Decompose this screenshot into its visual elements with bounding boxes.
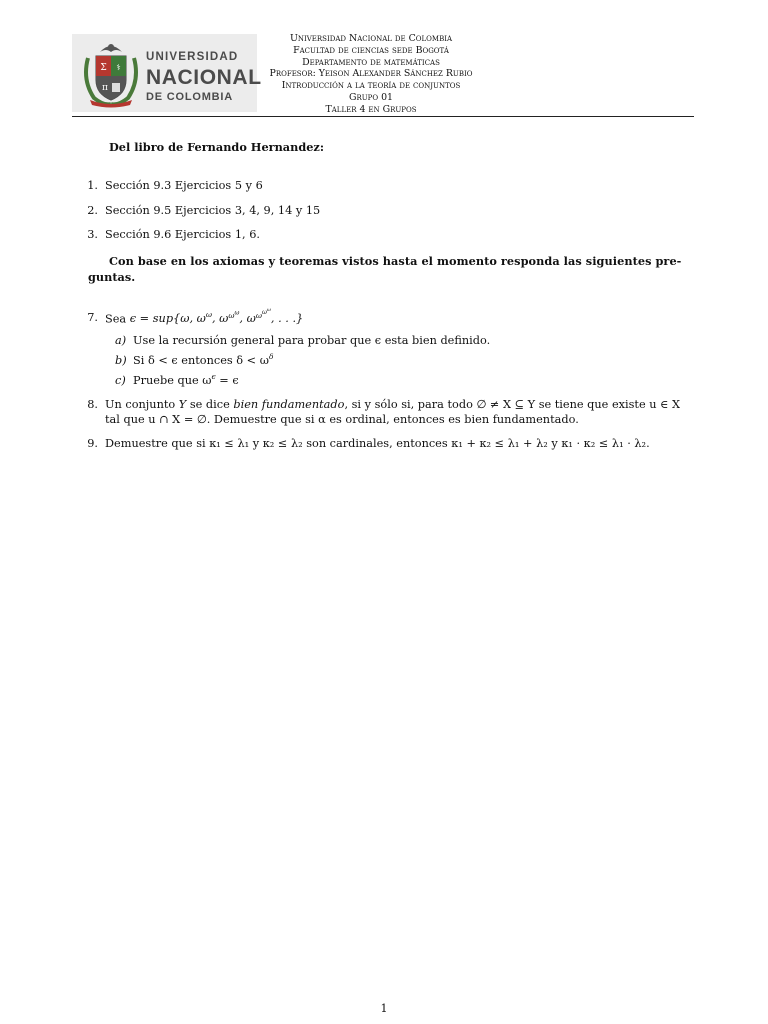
problem8-line2: tal que u ∩ X = ∅. Demuestre que si α es ordinal, entonces es bien fundamentado. (105, 413, 579, 426)
subitem-label: a) (115, 334, 127, 347)
list-item-number: 1. (87, 179, 98, 192)
list-item-number: 3. (87, 228, 98, 241)
header-faculty: Facultad de ciencias sede Bogotá (293, 44, 449, 56)
problem7-subitem-a: Use la recursión general para probar que ϵ esta bien definido. (133, 334, 491, 347)
problem7-intro: Sea (105, 312, 127, 326)
header-group: Grupo 01 (348, 91, 394, 103)
page-number: 1 (380, 1002, 388, 1015)
problem-number: 8. (87, 398, 98, 411)
list-item: Sección 9.5 Ejercicios 3, 4, 9, 14 y 15 (105, 204, 321, 217)
header-course: Introducción a la teoría de conjuntos (281, 80, 461, 92)
logo-line-1: UNIVERSIDAD (146, 51, 239, 63)
problem7-subitem-c (133, 373, 239, 389)
problem-number: 9. (87, 437, 98, 450)
subitem-label: b) (115, 354, 127, 367)
problem8-line1 (105, 397, 680, 413)
svg-text:π: π (102, 83, 108, 93)
problem8-emphasis: bien fundamentado (233, 398, 345, 411)
list-item-number: 2. (87, 204, 98, 217)
header-university: Universidad Nacional de Colombia (289, 33, 453, 44)
logo-line-3: DE COLOMBIA (146, 90, 234, 103)
shield-crest-icon (78, 38, 144, 108)
document-header (258, 33, 484, 116)
problem9-statement: Demuestre que si κ₁ ≤ λ₁ y κ₂ ≤ λ₂ son cardinales, entonces κ₁ + κ₂ ≤ λ₁ + λ₂ y κ₁ · κ₂ ≤ λ₁ · λ₂. (105, 437, 650, 450)
problem-number: 7. (87, 311, 98, 324)
header-assignment: Taller 4 en Grupos (325, 103, 417, 115)
subitem-c-text-after: = ϵ (215, 374, 239, 387)
university-logo (72, 34, 262, 112)
subitem-c-sup: ϵ (211, 372, 216, 382)
section1-heading: Del libro de Fernando Hernandez: (109, 140, 325, 154)
list-item: Sección 9.3 Ejercicios 5 y 6 (105, 179, 263, 192)
problem7-formula: ϵ = sup{ω, $\omega^\omega$, $\omega^{\omega^\omega}$, $\omega^{\omega^{\omega^\omega}}$, . . .} (129, 307, 304, 326)
subitem-label: c) (115, 374, 126, 387)
problem8-text: se dice (186, 398, 234, 411)
problem7-subitem-b (133, 353, 273, 369)
section2-heading-line1: Con base en los axiomas y teoremas vistos hasta el momento responda las siguientes pre- (109, 254, 682, 268)
subitem-c-text: Pruebe que ω (133, 374, 212, 387)
problem8-text: , si y sólo si, para todo ∅ ≠ X ⊆ Y se tiene que existe u ∈ X (344, 398, 681, 411)
problem7-statement (105, 307, 304, 327)
svg-text:⚕: ⚕ (116, 63, 121, 72)
header-rule (72, 116, 694, 117)
problem8-text: Un conjunto (105, 398, 179, 411)
header-department: Departamento de matemáticas (302, 56, 440, 68)
subitem-b-text: Si δ < ϵ entonces δ < ω (133, 354, 269, 367)
svg-text:Σ: Σ (100, 63, 107, 73)
problem8-variable: Y (178, 398, 187, 411)
logo-wordmark (146, 52, 262, 103)
subitem-b-sup: δ (268, 352, 274, 362)
list-item: Sección 9.6 Ejercicios 1, 6. (105, 228, 260, 241)
header-professor: Profesor: Yeison Alexander Sánchez Rubio (269, 68, 473, 80)
section2-heading-line2: guntas. (88, 270, 136, 284)
logo-line-2: NACIONAL (146, 65, 262, 89)
